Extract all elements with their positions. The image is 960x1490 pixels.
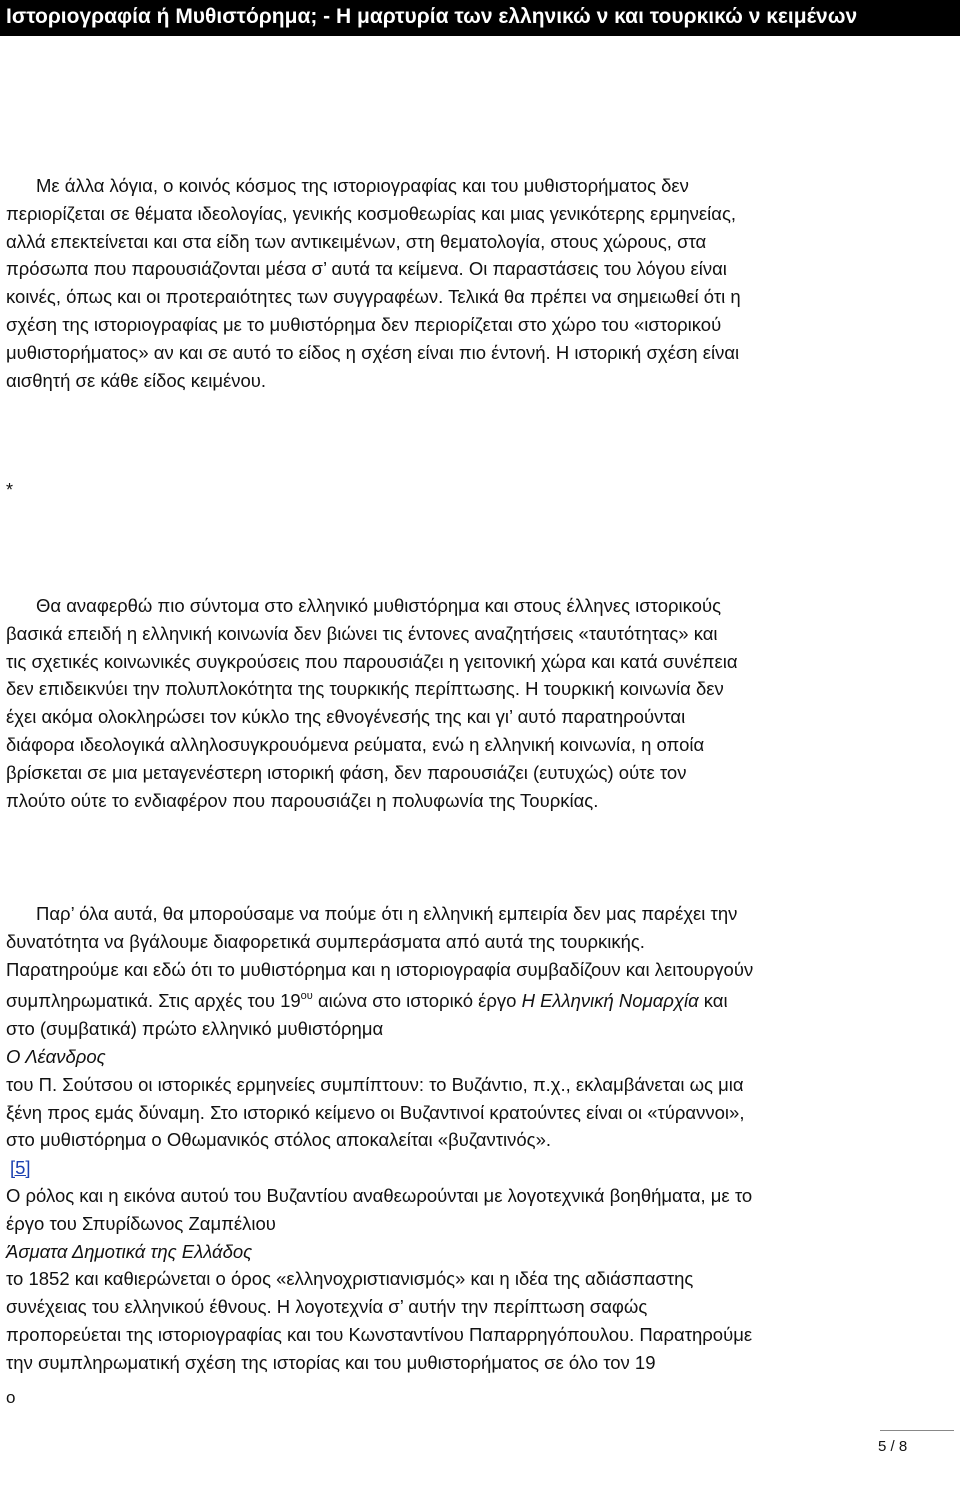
text-line: δυνατότητα να βγάλουμε διαφορετικά συμπεράσματα από αυτά της τουρκικής. bbox=[6, 930, 645, 952]
paragraph-2 bbox=[6, 592, 954, 814]
text-line: στο μυθιστόρημα ο Οθωμανικός στόλος αποκαλείται «βυζαντινός». bbox=[6, 1129, 552, 1151]
text-line: Με άλλα λόγια, ο κοινός κόσμος της ιστοριογραφίας και του μυθιστορήματος δεν bbox=[36, 175, 689, 196]
text-line: βρίσκεται σε μια μεταγενέστερη ιστορική φάση, δεν παρουσιάζει (ευτυχώς) ούτε τον bbox=[6, 761, 687, 783]
text-line: βασικά επειδή η ελληνική κοινωνία δεν βιώνει τις έντονες αναζητήσεις «ταυτότητας» και bbox=[6, 622, 718, 644]
section-separator: * bbox=[6, 480, 14, 500]
text-line: στο (συμβατικά) πρώτο ελληνικό μυθιστόρημα bbox=[6, 1018, 384, 1040]
text-line: Παρατηρούμε και εδώ ότι το μυθιστόρημα και η ιστοριογραφία συμβαδίζουν και λειτουργούν bbox=[6, 958, 754, 980]
text-line: Θα αναφερθώ πιο σύντομα στο ελληνικό μυθιστόρημα και στους έλληνες ιστορικούς bbox=[36, 595, 721, 616]
text-line: Ο ρόλος και η εικόνα αυτού του Βυζαντίου αναθεωρούνται με λογοτεχνικά βοηθήματα, με το bbox=[6, 1184, 753, 1206]
text-line: ξένη προς εμάς δύναμη. Στο ιστορικό κείμενο οι Βυζαντινοί κρατούντες είναι οι «τύραννοι», bbox=[6, 1101, 745, 1123]
text-run: και bbox=[698, 990, 728, 1012]
text-run: συμπληρωματικά. Στις αρχές του 19 bbox=[6, 990, 301, 1012]
superscript: ου bbox=[300, 990, 313, 1003]
text-line: κοινές, όπως και οι προτεραιότητες των συγγραφέων. Τελικά θα πρέπει να σημειωθεί ότι η bbox=[6, 286, 741, 308]
text-line: μυθιστορήματος» αν και σε αυτό το είδος η σχέση είναι πιο έντονή. Η ιστορική σχέση είναι bbox=[6, 341, 740, 363]
text-line: δεν επιδεικνύει την πολυπλοκότητα της τουρκικής περίπτωσης. Η τουρκική κοινωνία δεν bbox=[6, 678, 724, 700]
text-line: του Π. Σούτσου οι ιστορικές ερμηνείες συμπίπτουν: το Βυζάντιο, π.χ., εκλαμβάνεται ως μια bbox=[6, 1073, 744, 1095]
text-line: την συμπληρωματική σχέση της ιστορίας και του μυθιστορήματος σε όλο τον 19 bbox=[6, 1351, 656, 1373]
text-line: αλλά επεκτείνεται και στα είδη των αντικειμένων, στη θεματολογία, στους χώρους, στα bbox=[6, 230, 707, 252]
text-line: έχει ακόμα ολοκληρώσει τον κύκλο της εθνογένεσής της και γι’ αυτό παρατηρούνται bbox=[6, 706, 686, 728]
text-line: τις σχετικές κοινωνικές συγκρούσεις που παρουσιάζει η γειτονική χώρα και κατά συνέπεια bbox=[6, 650, 738, 672]
paragraph-1 bbox=[6, 172, 954, 394]
document-title: Ιστοριογραφία ή Μυθιστόρημα; - Η μαρτυρία των ελληνικώ ν και τουρκικώ ν κειμένων bbox=[6, 5, 858, 28]
text-line bbox=[6, 1154, 954, 1182]
text-line: το 1852 και καθιερώνεται ο όρος «ελληνοχριστιανισμός» και η ιδέα της αδιάσπαστης bbox=[6, 1268, 694, 1290]
text-line: έργο του Σπυρίδωνος Ζαμπέλιου bbox=[6, 1212, 276, 1234]
work-title: Η Ελληνική Νομαρχία bbox=[521, 990, 699, 1012]
text-line: περιορίζεται σε θέματα ιδεολογίας, γενικής κοσμοθεωρίας και μιας γενικότερης ερμηνείας, bbox=[6, 202, 737, 224]
document-header bbox=[0, 0, 960, 36]
paragraph-3 bbox=[6, 900, 954, 1377]
work-title: Άσματα Δημοτικά της Ελλάδος bbox=[6, 1240, 253, 1262]
text-line: πρόσωπα που παρουσιάζονται μέσα σ’ αυτά τα κείμενα. Οι παραστάσεις του λόγου είναι bbox=[6, 258, 727, 280]
text-line: προπορεύεται της ιστοριογραφίας και του Κωνσταντίνου Παπαρρηγόπουλου. Παρατηρούμε bbox=[6, 1323, 753, 1345]
page-number: 5 / 8 bbox=[878, 1438, 908, 1455]
text-line: σχέση της ιστοριογραφίας με το μυθιστόρημα δεν περιορίζεται στο χώρο του «ιστορικού bbox=[6, 313, 722, 335]
footnote-link[interactable]: [5] bbox=[10, 1157, 31, 1179]
text-run: αιώνα στο ιστορικό έργο bbox=[312, 990, 522, 1012]
text-line: διάφορα ιδεολογικά αλληλοσυγκρουόμενα ρεύματα, ενώ η ελληνική κοινωνία, η οποία bbox=[6, 733, 705, 755]
footer-divider bbox=[880, 1430, 954, 1431]
text-line: Παρ’ όλα αυτά, θα μπορούσαμε να πούμε ότι η ελληνική εμπειρία δεν μας παρέχει την bbox=[36, 903, 738, 924]
text-line: ο bbox=[6, 1388, 16, 1407]
work-title: Ο Λέανδρος bbox=[6, 1045, 106, 1067]
text-line: πλούτο ούτε το ενδιαφέρον που παρουσιάζει η πολυφωνία της Τουρκίας. bbox=[6, 789, 599, 811]
text-line: συνέχειας του ελληνικού έθνους. Η λογοτεχνία σ’ αυτήν την περίπτωση σαφώς bbox=[6, 1296, 648, 1318]
text-line bbox=[6, 983, 954, 1015]
text-line: αισθητή σε κάθε είδος κειμένου. bbox=[6, 369, 267, 391]
